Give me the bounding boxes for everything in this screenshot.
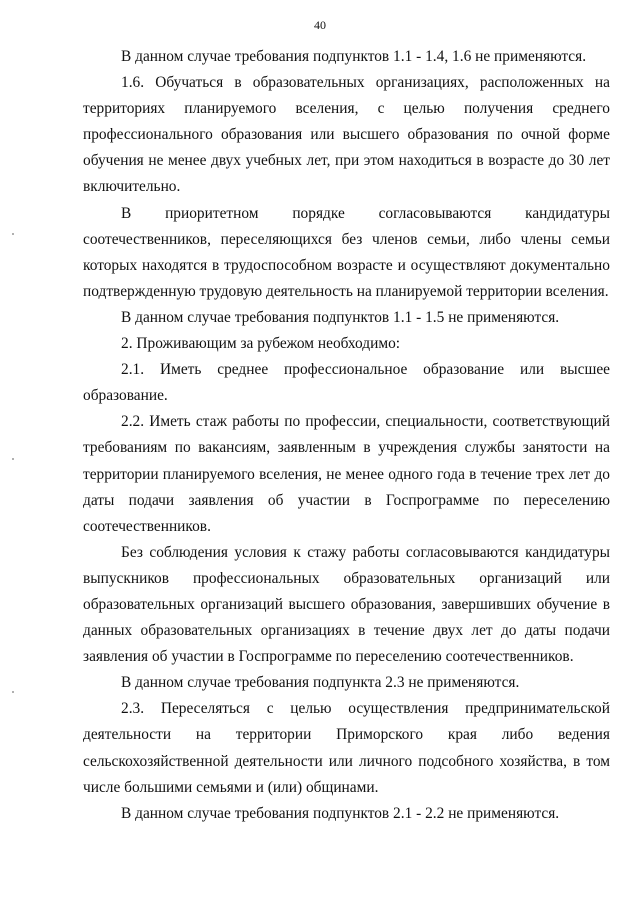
paragraph: В данном случае требования подпунктов 2.1 - 2.2 не применяются. bbox=[121, 804, 560, 822]
paragraph: 2.2. Иметь стаж работы по профессии, специальности, соответствующий требованиям по вакансиям, заявленным в учреждения службы занятости на территории планируемого вселения, не менее одного года в течение трех лет до даты подачи заявления об участии в Госпрограмме по переселению соотечественников. bbox=[83, 413, 610, 535]
margin-mark bbox=[12, 233, 14, 235]
margin-mark bbox=[12, 458, 14, 460]
paragraph: 2.1. Иметь среднее профессиональное образование или высшее образование. bbox=[83, 361, 610, 405]
paragraph: В данном случае требования подпункта 2.3 не применяются. bbox=[121, 674, 520, 692]
paragraph: 2.3. Переселяться с целью осуществления предпринимательской деятельности на территории Приморского края либо ведения сельскохозяйственной деятельности или личного подсобного хозяйства, в том числе большими семьями и (или) общинами. bbox=[83, 700, 610, 796]
paragraph: В приоритетном порядке согласовываются кандидатуры соотечественников, переселяющихся без членов семьи, либо члены семьи которых находятся в трудоспособном возрасте и осуществляют документально подтвержденную трудовую деятельность на планируемой территории вселения. bbox=[83, 204, 610, 300]
paragraph: Без соблюдения условия к стажу работы согласовываются кандидатуры выпускников профессиональных образовательных организаций или образовательных организаций высшего образования, завершивших обучение в данных образовательных организациях в течение двух лет до даты подачи заявления об участии в Госпрограмме по переселению соотечественников. bbox=[83, 543, 610, 666]
paragraph: 2. Проживающим за рубежом необходимо: bbox=[121, 335, 401, 353]
paragraph: В данном случае требования подпунктов 1.1 - 1.4, 1.6 не применяются. bbox=[121, 48, 587, 65]
page-number: 40 bbox=[314, 18, 326, 32]
paragraph: 1.6. Обучаться в образовательных организациях, расположенных на территориях планируемого вселения, с целью получения среднего профессионального образования или высшего образования по очной форме обучения не менее двух учебных лет, при этом находиться в возрасте до 30 лет включительно. bbox=[83, 74, 610, 196]
document-body bbox=[83, 44, 610, 827]
margin-mark bbox=[12, 691, 14, 693]
paragraph: В данном случае требования подпунктов 1.1 - 1.5 не применяются. bbox=[121, 308, 560, 326]
